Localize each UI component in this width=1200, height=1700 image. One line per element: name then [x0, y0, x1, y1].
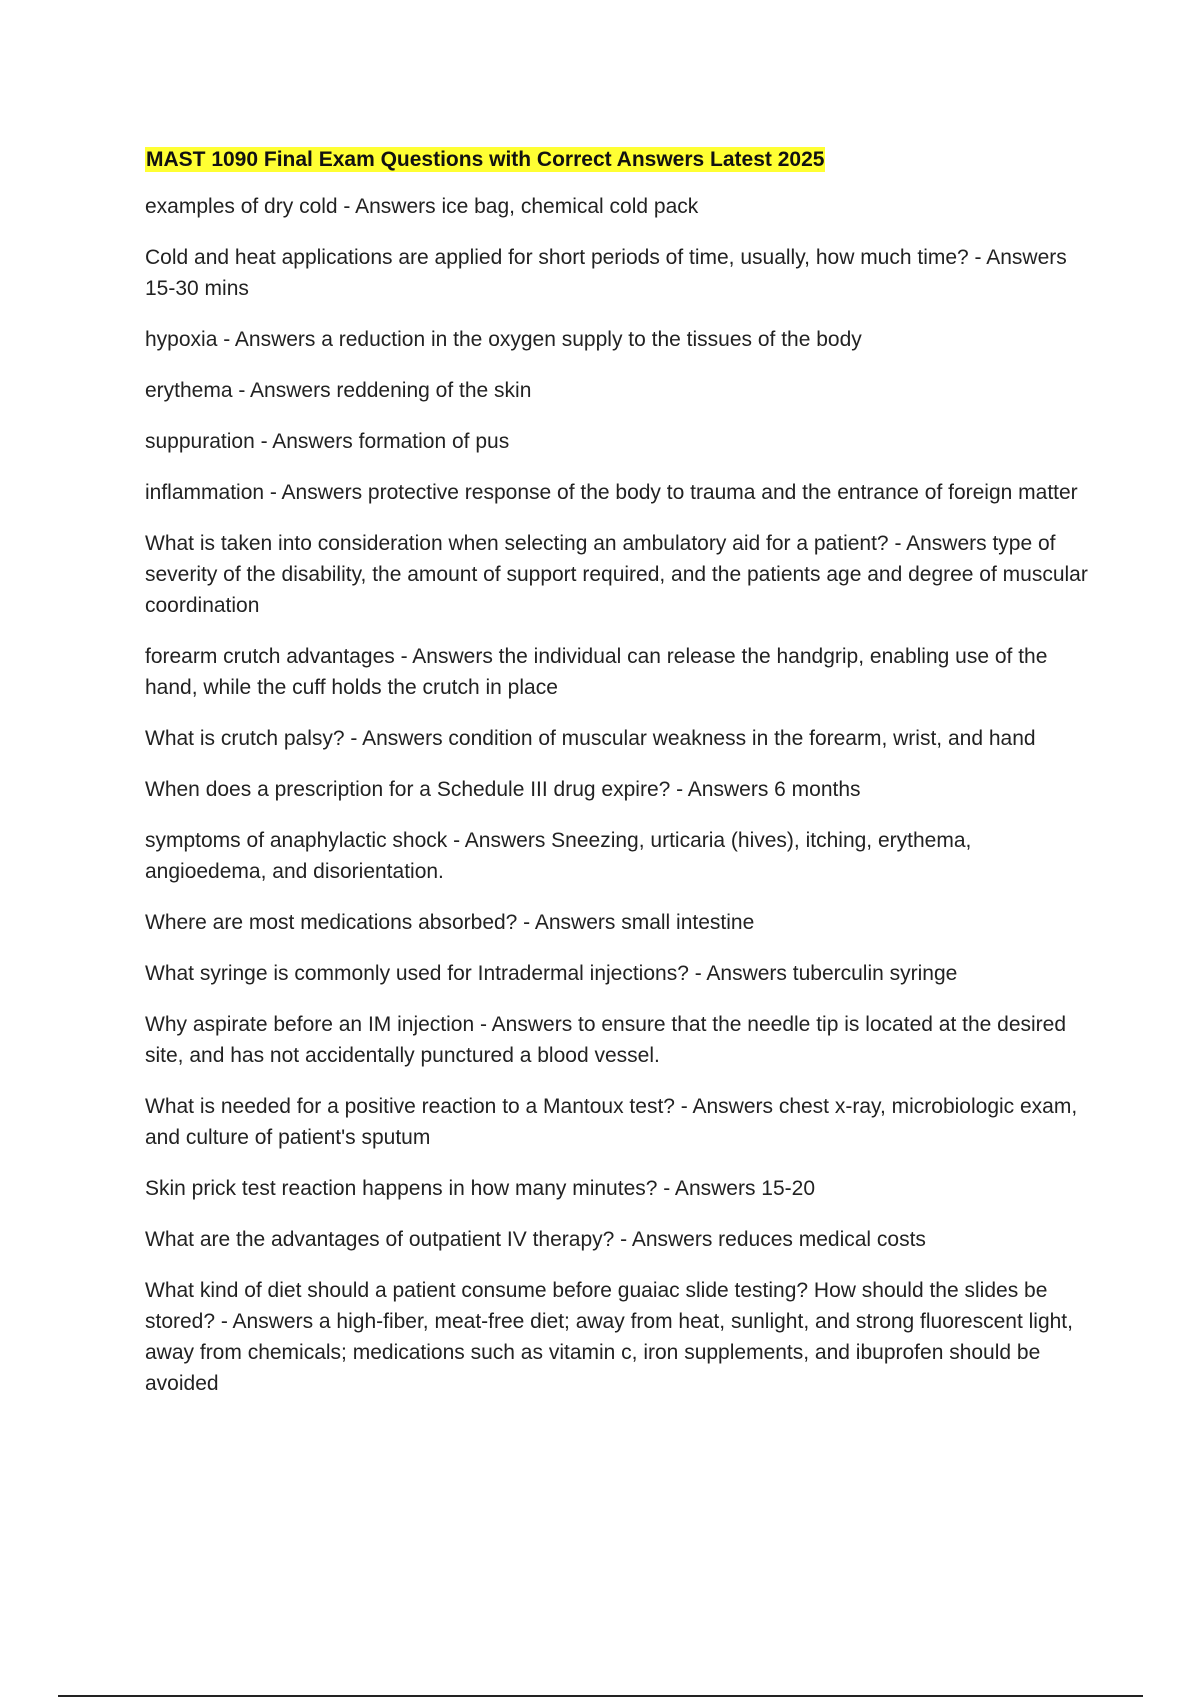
qa-item: What syringe is commonly used for Intradermal injections? - Answers tuberculin syringe	[145, 962, 958, 985]
qa-list	[145, 191, 1095, 1399]
qa-item: symptoms of anaphylactic shock - Answers Sneezing, urticaria (hives), itching, erythema, angioedema, and disorientation.	[145, 829, 972, 883]
qa-item: forearm crutch advantages - Answers the individual can release the handgrip, enabling use of the hand, while the cuff holds the crutch in place	[145, 645, 1048, 699]
qa-item: Skin prick test reaction happens in how many minutes? - Answers 15-20	[145, 1177, 816, 1200]
qa-item: What is needed for a positive reaction to a Mantoux test? - Answers chest x-ray, microbiologic exam, and culture of patient's sputum	[145, 1095, 1078, 1149]
qa-item: What are the advantages of outpatient IV therapy? - Answers reduces medical costs	[145, 1228, 926, 1251]
qa-item: What is taken into consideration when selecting an ambulatory aid for a patient? - Answers type of severity of the disability, the amount of support required, and the patients age and degree of muscular coordination	[145, 532, 1088, 617]
qa-item: erythema - Answers reddening of the skin	[145, 379, 532, 402]
qa-item: Why aspirate before an IM injection - Answers to ensure that the needle tip is located at the desired site, and has not accidentally punctured a blood vessel.	[145, 1013, 1067, 1067]
qa-item: inflammation - Answers protective response of the body to trauma and the entrance of foreign matter	[145, 481, 1078, 504]
document-content	[145, 145, 1095, 1419]
page-bottom-divider	[58, 1695, 1143, 1697]
qa-item: Where are most medications absorbed? - Answers small intestine	[145, 911, 755, 934]
qa-item: What is crutch palsy? - Answers condition of muscular weakness in the forearm, wrist, and hand	[145, 727, 1036, 750]
qa-item: suppuration - Answers formation of pus	[145, 430, 510, 453]
qa-item: What kind of diet should a patient consume before guaiac slide testing? How should the slides be stored? - Answers a high-fiber, meat-free diet; away from heat, sunlight, and strong fluorescent light, away from chemicals; medications such as vitamin c, iron supplements, and ibuprofen should be avoided	[145, 1279, 1073, 1395]
document-title: MAST 1090 Final Exam Questions with Correct Answers Latest 2025	[146, 148, 825, 171]
qa-item: When does a prescription for a Schedule III drug expire? - Answers 6 months	[145, 778, 861, 801]
qa-item: Cold and heat applications are applied for short periods of time, usually, how much time? - Answers 15-30 mins	[145, 246, 1067, 300]
qa-item: hypoxia - Answers a reduction in the oxygen supply to the tissues of the body	[145, 328, 862, 351]
title-wrap	[145, 145, 1095, 177]
qa-item: examples of dry cold - Answers ice bag, chemical cold pack	[145, 195, 699, 218]
